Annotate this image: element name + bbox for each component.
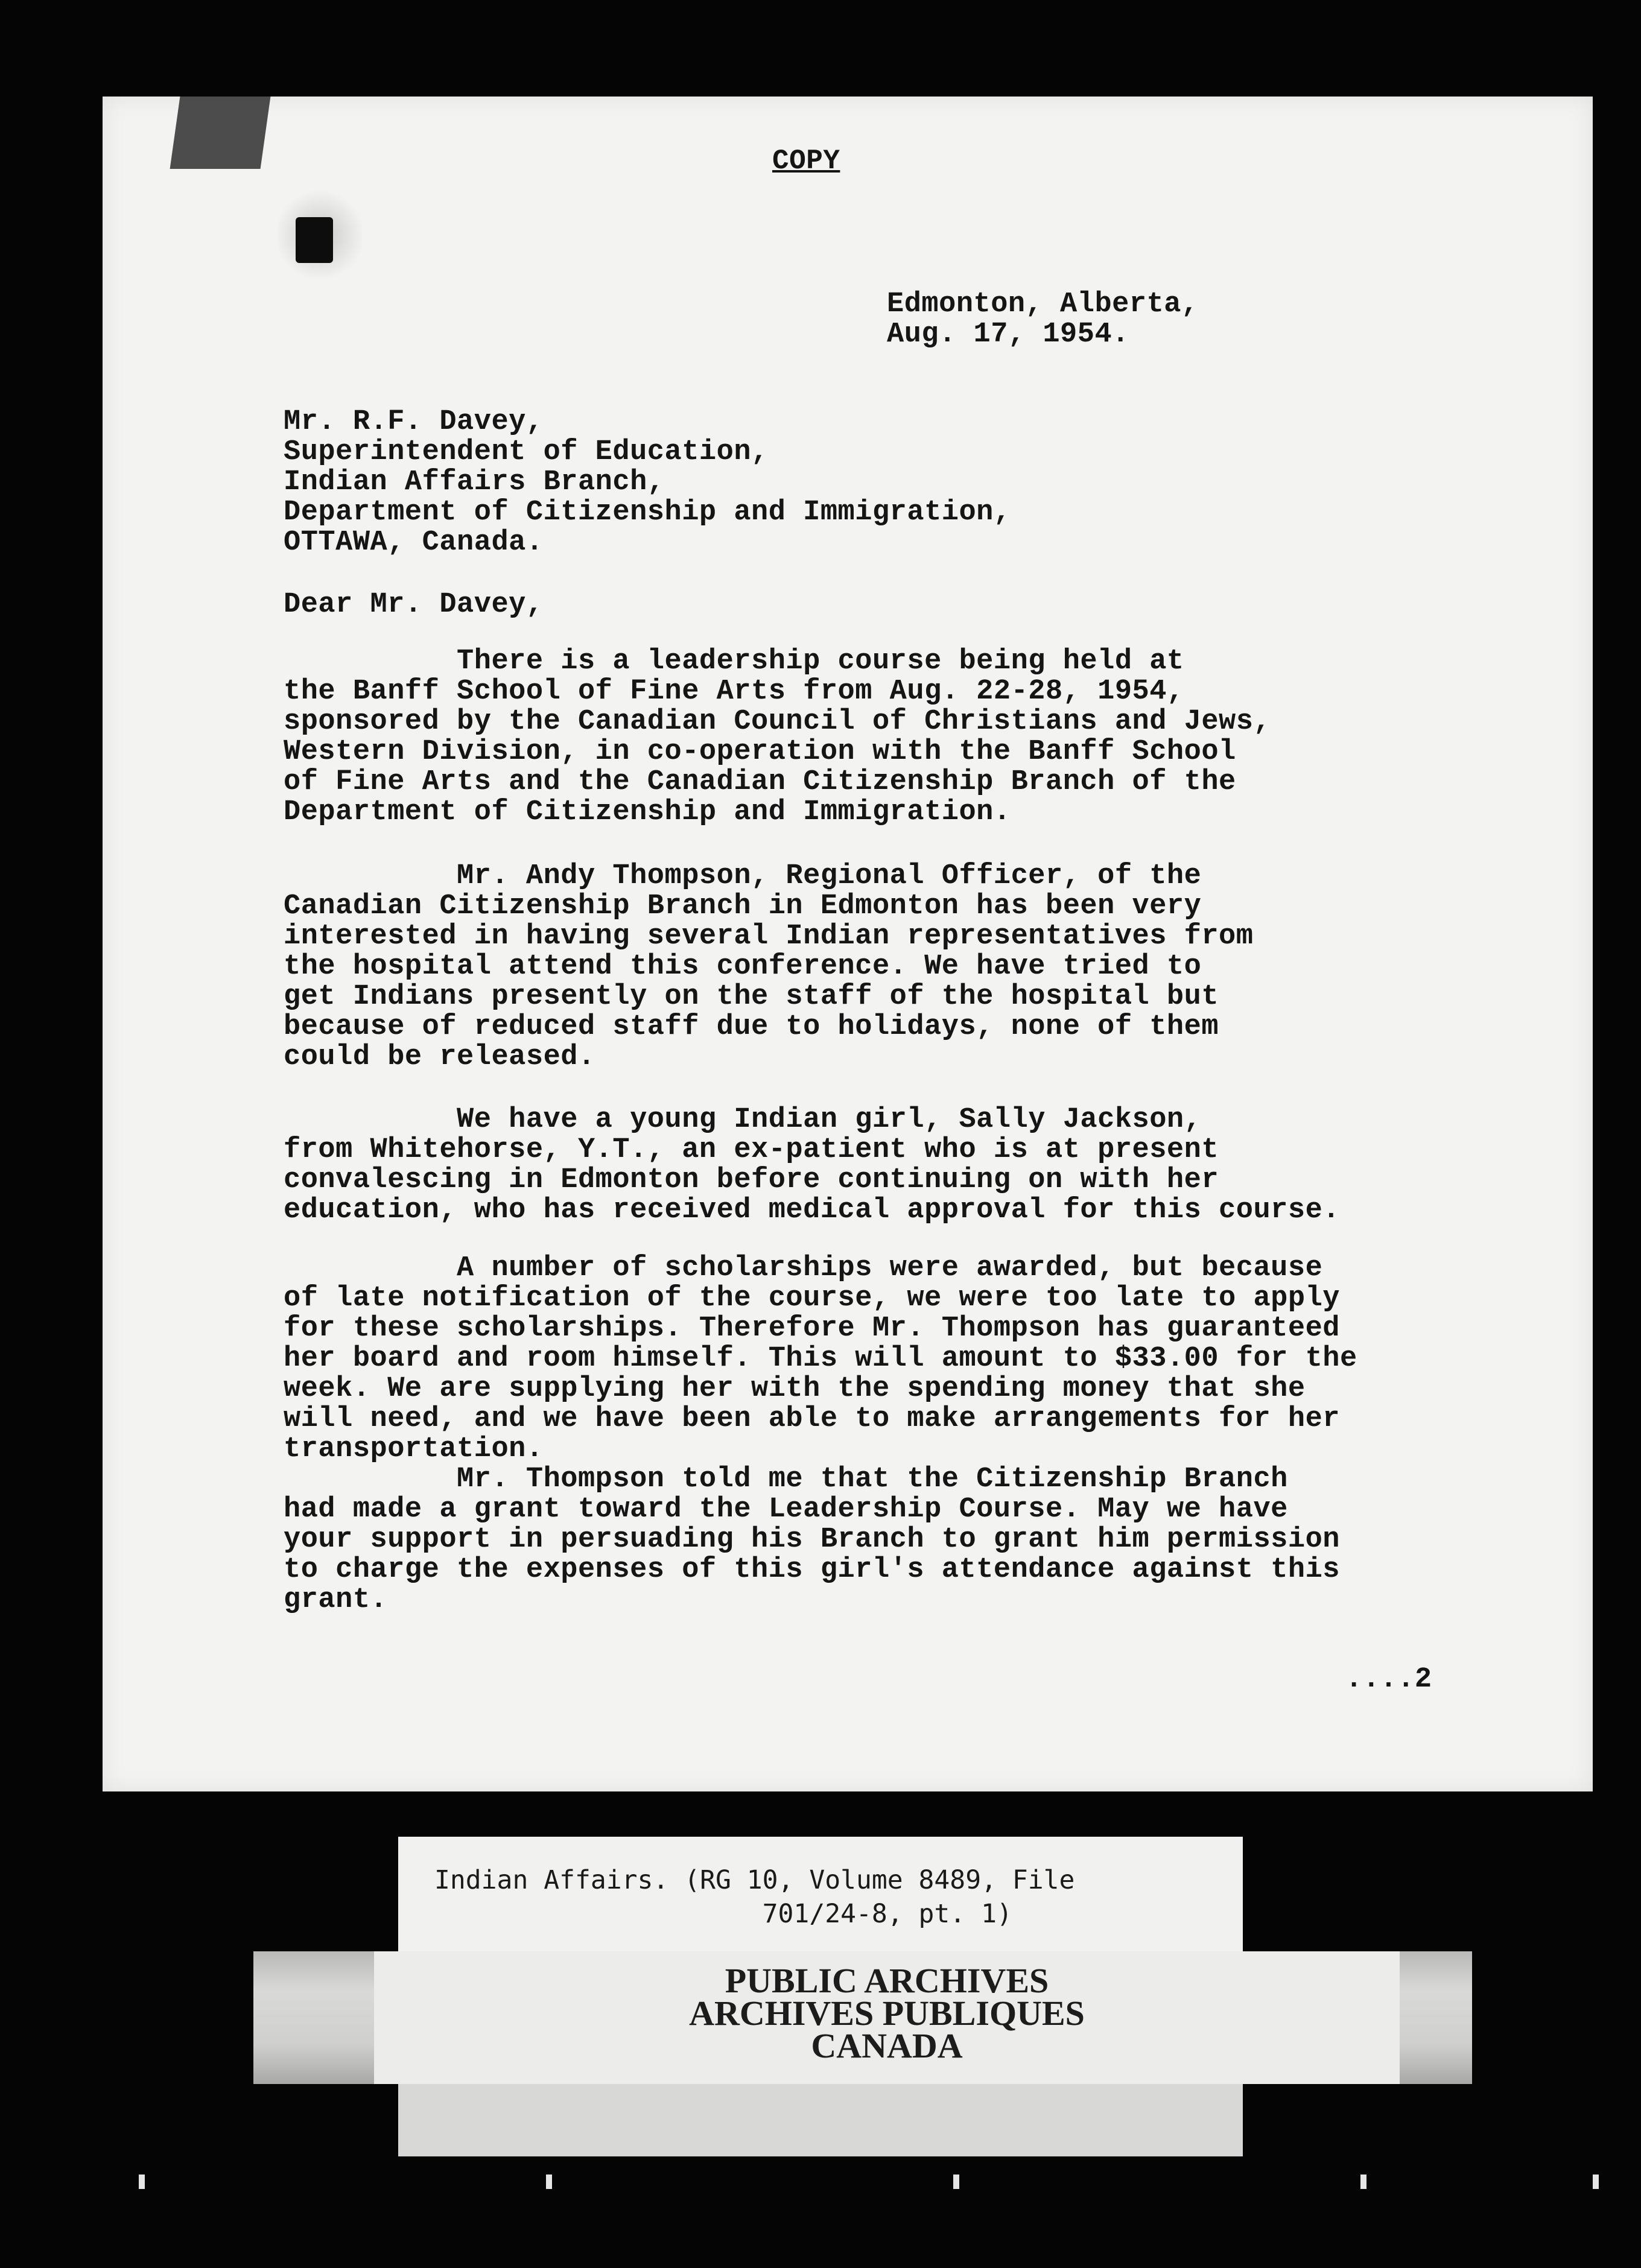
film-edge-mark (1360, 2175, 1366, 2189)
page-continuation: ....2 (1345, 1664, 1432, 1696)
letter-page (103, 97, 1593, 1791)
stamp-line-1: PUBLIC ARCHIVES (725, 1961, 1049, 2000)
reference-text: Indian Affairs. (RG 10, Volume 8489, File 701/24-8, pt. 1) (434, 1865, 1075, 1929)
copy-heading: COPY (772, 145, 840, 177)
place-and-date: Edmonton, Alberta, Aug. 17, 1954. (887, 288, 1199, 350)
stamp-line-2: ARCHIVES PUBLIQUES (689, 1994, 1085, 2033)
stamp-line-3: CANADA (811, 2026, 963, 2065)
film-edge-mark (139, 2175, 145, 2189)
film-edge-mark (953, 2175, 959, 2189)
recipient-address: Mr. R.F. Davey, Superintendent of Education, Indian Affairs Branch, Department of Citizenship and Immigration, OTTAWA, Canada. (284, 406, 1011, 559)
archives-stamp-text (374, 1961, 1400, 2065)
salutation: Dear Mr. Davey, (284, 589, 544, 621)
paragraph-sally-jackson: We have a young Indian girl, Sally Jackson, from Whitehorse, Y.T., an ex-patient who is at present convalescing in Edmonton before continuing on with her education, who has received medical approval for this course. (284, 1104, 1340, 1226)
paragraph-scholarships: A number of scholarships were awarded, but because of late notification of the course, we were too late to apply for these scholarships. Therefore Mr. Thompson has guaranteed her board and room himself. This will amount to $33.00 for the week. We are supplying her with the spending money that she will need, and we have been able to make arrangements for her transportation. (284, 1252, 1357, 1465)
archives-stamp-strip (253, 1951, 1472, 2084)
paragraph-leadership-course: There is a leadership course being held at the Banff School of Fine Arts from Aug. 22-28, 1954, sponsored by the Canadian Council of Christians and Jews, Western Division, in co-operation with the Banff School of Fine Arts and the Canadian Citizenship Branch of the Department of Citizenship and Immigration. (284, 645, 1271, 828)
film-edge-mark (1593, 2175, 1599, 2189)
tape-mark (170, 97, 271, 169)
paragraph-regional-officer: Mr. Andy Thompson, Regional Officer, of the Canadian Citizenship Branch in Edmonton has been very interested in having several Indian representatives from the hospital attend this conference. We have tried to get Indians presently on the staff of the hospital but because of reduced staff due to holidays, none of them could be released. (284, 860, 1254, 1073)
label-strip-bottom (398, 2084, 1243, 2156)
archives-stamp (374, 1951, 1400, 2084)
punch-hole (296, 217, 333, 263)
paragraph-grant-request: Mr. Thompson told me that the Citizenship Branch had made a grant toward the Leadership Course. May we have your support in persuading his Branch to grant him permission to charge the expenses of this girl's attendance against this grant. (284, 1463, 1340, 1616)
film-edge-mark (546, 2175, 552, 2189)
